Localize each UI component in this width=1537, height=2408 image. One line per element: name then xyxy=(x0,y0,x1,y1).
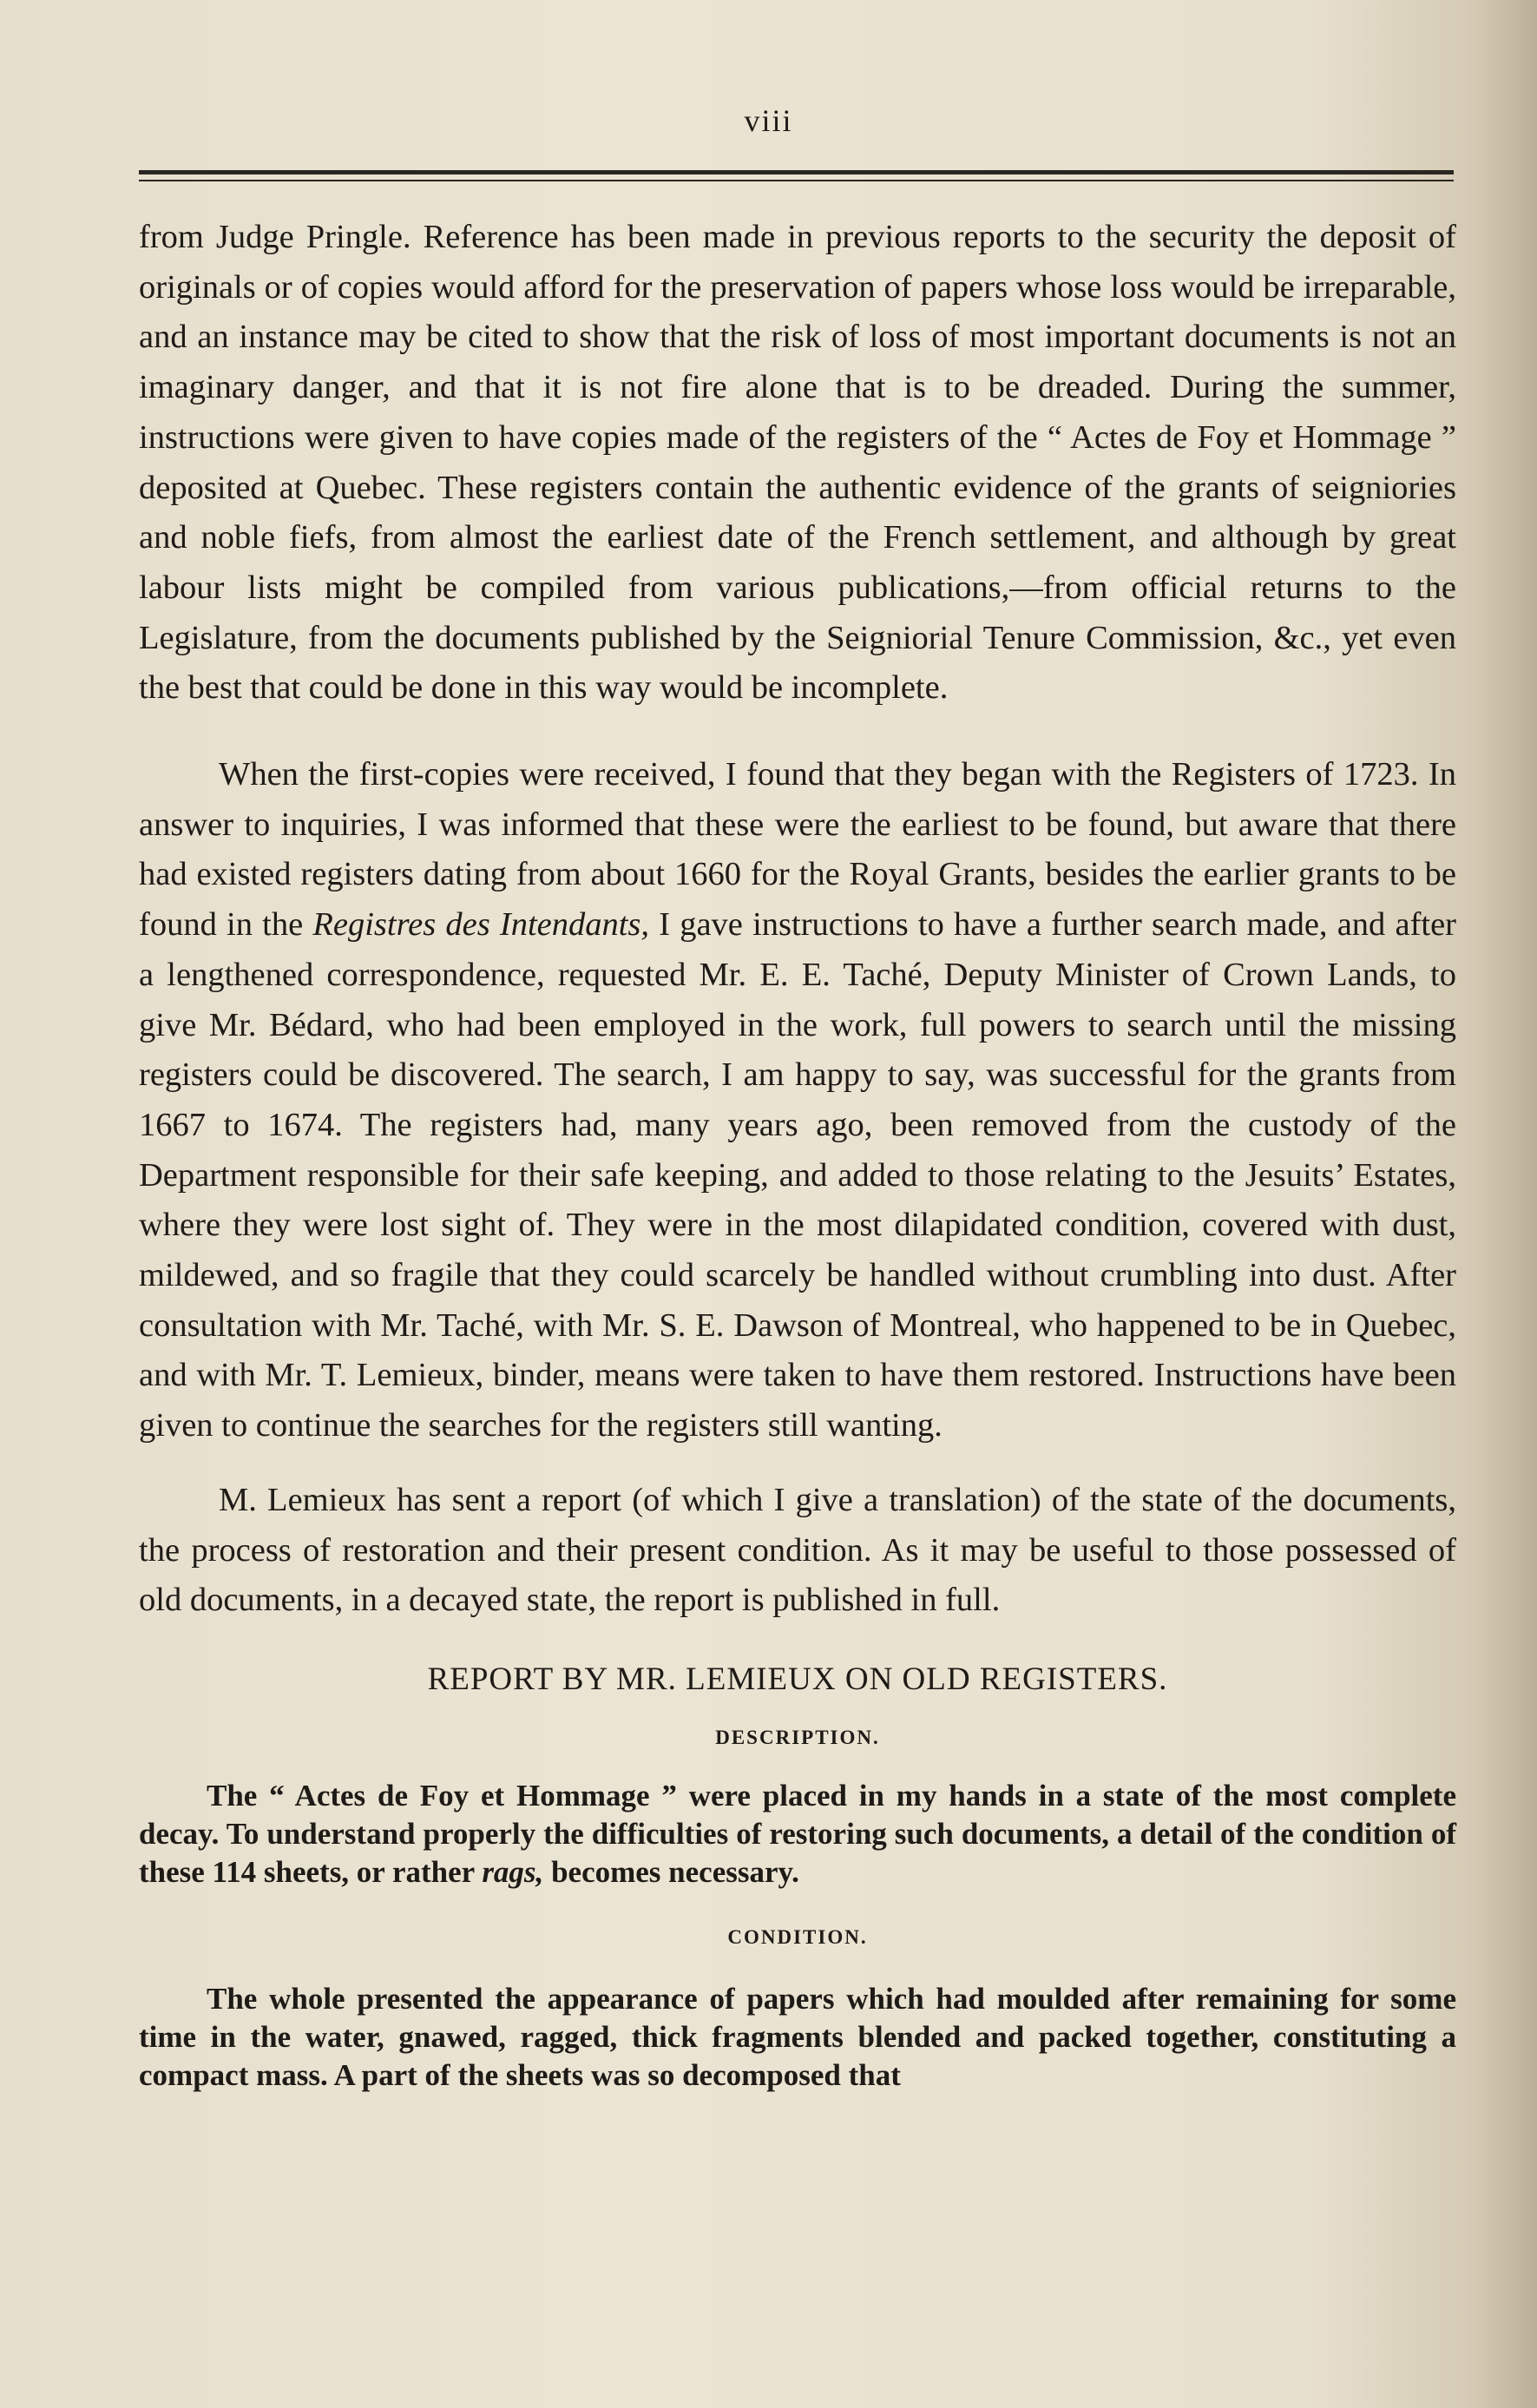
description-paragraph xyxy=(139,1751,1456,1892)
condition-paragraph: The whole presented the appearance of papers which had moulded after remaining for some time in the water, gnawed, ragged, thick fragments blended and packed together, constituting a compact mass. A part of the sheets was so decomposed that xyxy=(139,1981,1456,2092)
header-rule-thick xyxy=(139,170,1454,174)
paragraph-2 xyxy=(139,750,1456,1451)
description-part-a: The “ Actes de Foy et Hommage ” were placed in my hands in a state of the most complete decay. To understand properly the difficulties of restoring such documents, a detail of the condition of these 114 sheets, or rather xyxy=(139,1778,1456,1889)
description-heading: DESCRIPTION. xyxy=(715,1726,880,1748)
paragraph-2-italic: Registres des Intendants, xyxy=(312,906,650,944)
paragraph-3: M. Lemieux has sent a report (of which I give a translation) of the state of the documents, the process of restoration and their present condition. As it may be useful to those possessed of old documents, in a decayed state, the report is published in full. xyxy=(139,1481,1456,1619)
description-italic: rags, xyxy=(482,1854,544,1889)
paragraph-1: from Judge Pringle. Reference has been made in previous reports to the security the deposit of originals or of copies would afford for the preservation of papers whose loss would be irreparable, and an instance may be cited to show that the risk of loss of most important documents is not an imaginary danger, and that it is not fire alone that is to be dreaded. During the summer, instructions were given to have copies made of the registers of the “ Actes de Foy et Hommage ” deposited at Quebec. These registers contain the authentic evidence of the grants of seigniories and noble fiefs, from almost the earliest date of the French settlement, and although by great labour lists might be compiled from various publications,—from official returns to the Legislature, from the documents published by the Seigniorial Tenure Commission, &c., yet even the best that could be done in this way would be incomplete. xyxy=(139,219,1456,707)
header-rule-thin xyxy=(139,180,1454,181)
paragraph-2-part-a: When the first-copies were received, I found that they began with the Registers of 1723. In answer to inquiries, I was informed that these were the earliest to be found, but aware that there had existed registers dating from about 1660 for the Royal Grants, besides the earlier grants to be found in the xyxy=(139,756,1456,944)
page-number: viii xyxy=(744,103,793,138)
paragraph-2-part-b: I gave instructions to have a further search made, and after a lengthened correspondence, requested Mr. E. E. Taché, Deputy Minister of Crown Lands, to give Mr. Bédard, who had been employed in the work, full powers to search until the missing registers could be discovered. The search, I am happy to say, was successful for the grants from 1667 to 1674. The registers had, many years ago, been removed from the custody of the Department responsible for their safe keeping, and added to those relating to the Jesuits’ Estates, where they were lost sight of. They were in the most dilapidated condition, covered with dust, mildewed, and so fragile that they could scarcely be handled without crumbling into dust. After consultation with Mr. Taché, with Mr. S. E. Dawson of Montreal, who happened to be in Quebec, and with Mr. T. Lemieux, binder, means were taken to have them restored. Instructions have been given to continue the searches for the registers still wanting. xyxy=(139,906,1457,1444)
condition-heading: CONDITION. xyxy=(727,1925,868,1948)
report-heading: REPORT BY MR. LEMIEUX ON OLD REGISTERS. xyxy=(427,1661,1168,1697)
description-part-b: becomes necessary. xyxy=(551,1854,799,1889)
body-text xyxy=(139,213,1456,2095)
